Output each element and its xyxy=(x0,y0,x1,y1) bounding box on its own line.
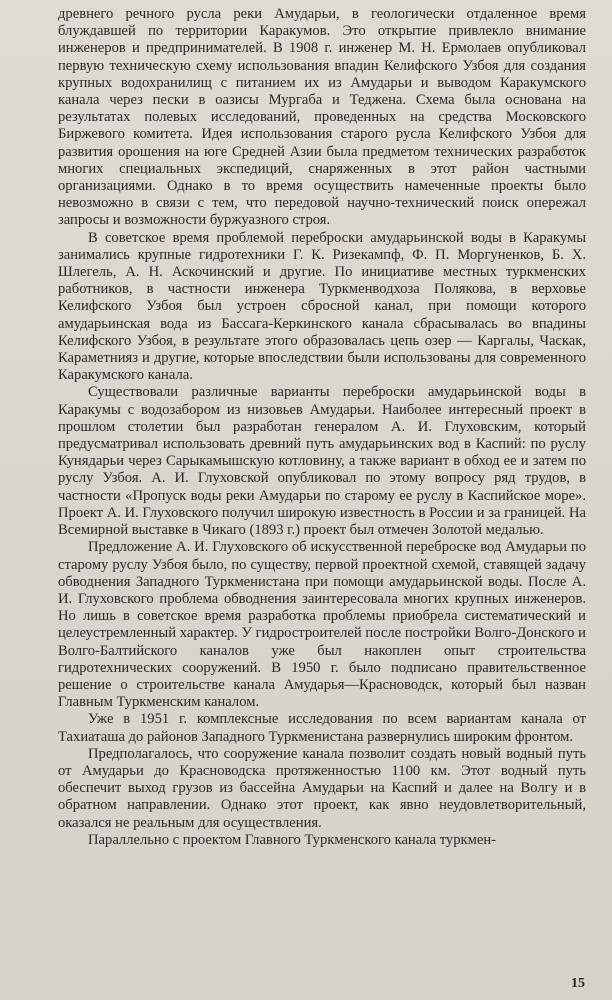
paragraph-5: Уже в 1951 г. комплексные исследования по всем вариантам канала от Тахиаташа до районов Западного Туркменистана развернулись широким фронтом. xyxy=(58,711,586,745)
paragraph-3: Существовали различные варианты переброски амударьинской воды в Каракумы с водозабором из низовьев Амударьи. Наиболее интересный проект в прошлом столетии был разработан генералом А. И. Глуховским, который предусматривал использовать древний путь амударьинских вод в Каспий: по руслу Кунядарьи через Сарыкамышскую котловину, а также вариант в обход ее и затем по руслу Узбоя. А. И. Глуховской опубликовал по этому вопросу ряд трудов, в частности «Пропуск воды реки Амударьи по старому ее руслу в Каспийское море». Проект А. И. Глуховского получил широкую известность в России и за границей. На Всемирной выставке в Чикаго (1893 г.) проект был отмечен Золотой медалью. xyxy=(58,384,586,539)
page-number: 15 xyxy=(571,976,585,991)
paragraph-1: древнего речного русла реки Амударьи, в геологически отдаленное время блуждавшей по территории Каракумов. Это открытие привлекло внимание инженеров и предпринимателей. В 1908 г. инженер М. Н. Ермолаев опубликовал первую техническую схему использования впадин Келифского Узбоя для создания крупных водохранилищ с питанием их из Амударьи и выводом Каракумского канала через пески в оазисы Мургаба и Теджена. Схема была основана на результатах полевых исследований, проведенных на средства Московского Биржевого комитета. Идея использования старого русла Келифского Узбоя для развития орошения на юге Средней Азии была предметом технических разработок многих специальных экспедиций, снаряженных в этот район частными организациями. Однако в то время осуществить намеченные проекты было невозможно в связи с тем, что передовой научно-технический поиск опережал запросы и возможности буржуазного строя. xyxy=(58,6,586,229)
paragraph-6: Предполагалось, что сооружение канала позволит создать новый водный путь от Амударьи до Красноводска протяженностью 1100 км. Этот водный путь обеспечит выход грузов из бассейна Амударьи на Каспий и далее на Волгу и в обратном направлении. Однако этот проект, как явно неудовлетворительный, оказался не реальным для осуществления. xyxy=(58,745,586,831)
paragraph-7: Параллельно с проектом Главного Туркменского канала туркмен- xyxy=(88,831,496,848)
paragraph-2: В советское время проблемой переброски амударьинской воды в Каракумы занимались крупные гидротехники Г. К. Ризекампф, Ф. П. Моргуненков, Б. Х. Шлегель, А. Н. Аскочинский и другие. По инициативе местных туркменских работников, в частности инженера Туркменводхоза Полякова, в верховье Келифского Узбоя был устроен сбросной канал, при помощи которого амударьинская вода из Бассага-Керкинского канала сбрасывалась во впадины Келифского Узбоя, в результате этого образовалась цепь озер — Каргалы, Часкак, Караметнияз и другие, которые впоследствии были использованы для современного Каракумского канала. xyxy=(58,229,586,384)
paragraph-4: Предложение А. И. Глуховского об искусственной переброске вод Амударьи по старому руслу Узбоя было, по существу, первой проектной схемой, ставящей задачу обводнения Западного Туркменистана при помощи амударьинской воды. После А. И. Глуховского проблема обводнения заинтересовала многих крупных инженеров. Но лишь в советское время разработка проблемы приобрела систематический и целеустремленный характер. У гидростроителей после постройки Волго-Донского и Волго-Балтийского каналов уже был накоплен опыт строительства гидротехнических сооружений. В 1950 г. было подписано правительственное решение о строительстве канала Амударья—Красноводск, который был назван Главным Туркменским каналом. xyxy=(58,539,586,711)
